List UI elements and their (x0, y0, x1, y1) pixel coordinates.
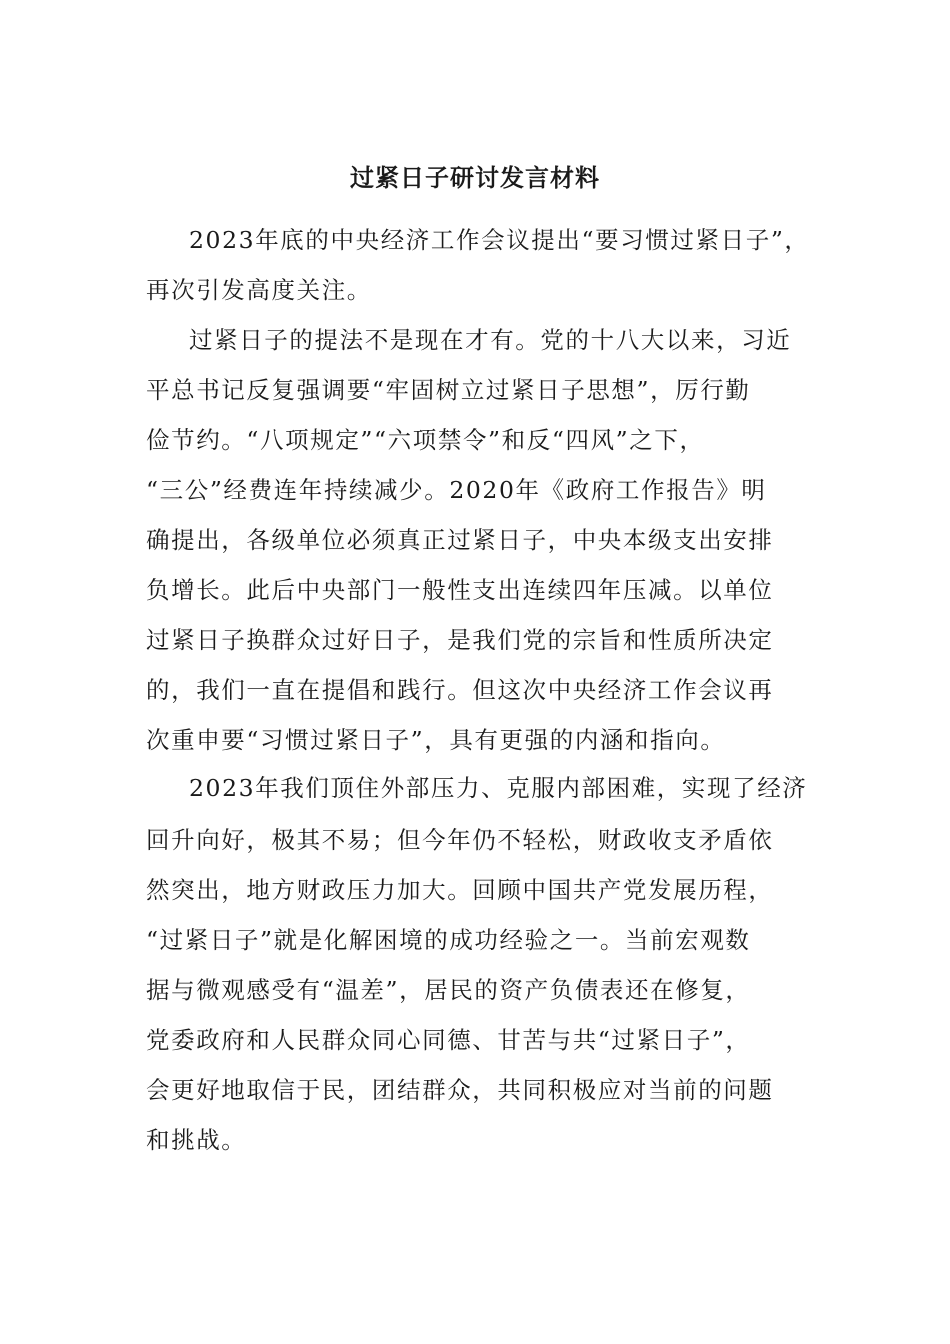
paragraph-3-line-7: 会更好地取信于民，团结群众，共同积极应对当前的问题 (146, 1076, 774, 1104)
paragraph-2-line-5: 确提出，各级单位必须真正过紧日子，中央本级支出安排 (146, 526, 774, 554)
paragraph-2-line-3: 俭节约。“八项规定”“六项禁令”和反“四风”之下， (146, 426, 705, 454)
paragraph-3-line-6: 党委政府和人民群众同心同德、甘苦与共“过紧日子”， (146, 1026, 751, 1054)
paragraph-2-line-9: 次重申要“习惯过紧日子”，具有更强的内涵和指向。 (146, 726, 726, 754)
paragraph-3-line-1: 2023年我们顶住外部压力、克服内部困难，实现了经济 (189, 774, 808, 802)
paragraph-2-line-6: 负增长。此后中央部门一般性支出连续四年压减。以单位 (146, 576, 774, 604)
paragraph-3-line-2: 回升向好，极其不易；但今年仍不轻松，财政收支矛盾依 (146, 826, 774, 854)
paragraph-2-line-2: 平总书记反复强调要“牢固树立过紧日子思想”，厉行勤 (146, 376, 751, 404)
paragraph-3-line-5: 据与微观感受有“温差”，居民的资产负债表还在修复， (146, 976, 751, 1004)
paragraph-1-line-1: 2023年底的中央经济工作会议提出“要习惯过紧日子”， (189, 226, 810, 254)
paragraph-2-line-4: “三公”经费连年持续减少。2020年《政府工作报告》明 (146, 476, 767, 504)
paragraph-2-line-7: 过紧日子换群众过好日子，是我们党的宗旨和性质所决定 (146, 626, 774, 654)
paragraph-1-line-2: 再次引发高度关注。 (146, 276, 372, 304)
paragraph-3-line-3: 然突出，地方财政压力加大。回顾中国共产党发展历程， (146, 876, 774, 904)
paragraph-2-line-8: 的，我们一直在提倡和践行。但这次中央经济工作会议再 (146, 676, 774, 704)
paragraph-3-line-8: 和挑战。 (146, 1126, 247, 1154)
paragraph-2-line-1: 过紧日子的提法不是现在才有。党的十八大以来，习近 (189, 326, 792, 354)
paragraph-3-line-4: “过紧日子”就是化解困境的成功经验之一。当前宏观数 (146, 926, 751, 954)
document-title: 过紧日子研讨发言材料 (350, 163, 600, 192)
